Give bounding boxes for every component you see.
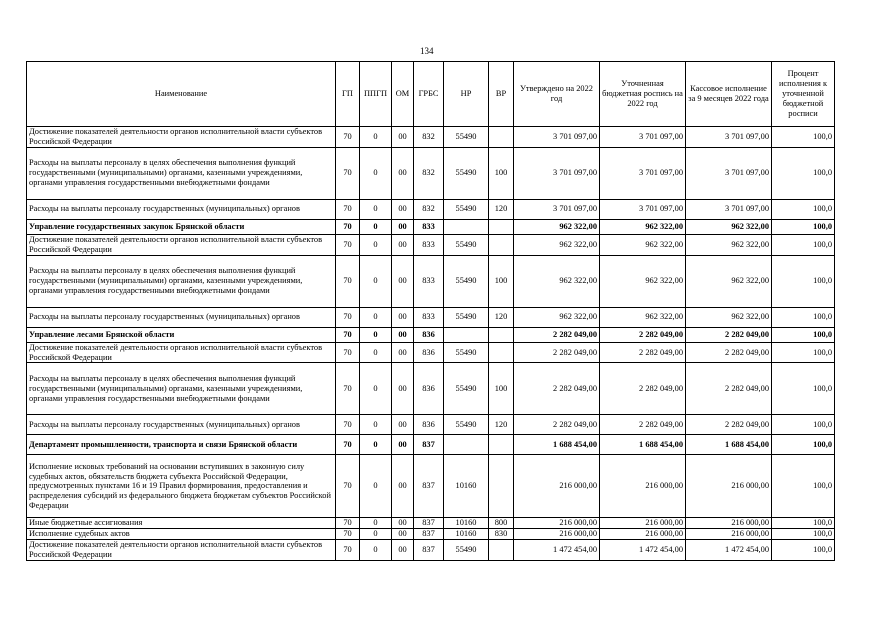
table-body xyxy=(27,127,835,561)
header-approved: Утверждено на 2022 год xyxy=(514,62,600,127)
cell-ppgp: 0 xyxy=(360,199,392,219)
cell-om: 00 xyxy=(392,435,414,455)
cell-cash: 3 701 097,00 xyxy=(686,199,772,219)
cell-gp: 70 xyxy=(336,363,360,415)
cell-cash: 962 322,00 xyxy=(686,219,772,234)
cell-om: 00 xyxy=(392,529,414,540)
cell-cash: 2 282 049,00 xyxy=(686,415,772,435)
cell-grbs: 836 xyxy=(414,342,444,363)
cell-ppgp: 0 xyxy=(360,415,392,435)
cell-cash: 2 282 049,00 xyxy=(686,363,772,415)
cell-name: Департамент промышленности, транспорта и связи Брянской области xyxy=(27,435,336,455)
cell-grbs: 832 xyxy=(414,199,444,219)
cell-om: 00 xyxy=(392,363,414,415)
cell-grbs: 833 xyxy=(414,255,444,307)
table-row xyxy=(27,435,835,455)
cell-grbs: 837 xyxy=(414,455,444,518)
cell-vr: 120 xyxy=(489,307,514,327)
cell-refined: 2 282 049,00 xyxy=(600,363,686,415)
table-row xyxy=(27,127,835,148)
header-grbs: ГРБС xyxy=(414,62,444,127)
header-om: ОМ xyxy=(392,62,414,127)
cell-refined: 962 322,00 xyxy=(600,219,686,234)
cell-np: 55490 xyxy=(444,342,489,363)
cell-gp: 70 xyxy=(336,127,360,148)
cell-percent: 100,0 xyxy=(772,342,835,363)
cell-om: 00 xyxy=(392,255,414,307)
header-cash: Кассовое исполнение за 9 месяцев 2022 года xyxy=(686,62,772,127)
cell-cash: 3 701 097,00 xyxy=(686,127,772,148)
header-gp: ГП xyxy=(336,62,360,127)
cell-om: 00 xyxy=(392,540,414,561)
cell-gp: 70 xyxy=(336,219,360,234)
cell-approved: 962 322,00 xyxy=(514,219,600,234)
cell-om: 00 xyxy=(392,307,414,327)
header-refined: Уточненная бюджетная роспись на 2022 год xyxy=(600,62,686,127)
cell-percent: 100,0 xyxy=(772,529,835,540)
table-row xyxy=(27,540,835,561)
cell-gp: 70 xyxy=(336,307,360,327)
cell-refined: 216 000,00 xyxy=(600,518,686,529)
cell-name: Иные бюджетные ассигнования xyxy=(27,518,336,529)
cell-approved: 3 701 097,00 xyxy=(514,127,600,148)
cell-approved: 216 000,00 xyxy=(514,455,600,518)
cell-gp: 70 xyxy=(336,342,360,363)
cell-name: Исполнение судебных актов xyxy=(27,529,336,540)
cell-approved: 3 701 097,00 xyxy=(514,199,600,219)
cell-gp: 70 xyxy=(336,234,360,255)
cell-vr: 120 xyxy=(489,415,514,435)
cell-grbs: 837 xyxy=(414,540,444,561)
table-header-row xyxy=(27,62,835,127)
cell-np: 55490 xyxy=(444,127,489,148)
cell-name: Достижение показателей деятельности органов исполнительной власти субъектов Российской Федерации xyxy=(27,127,336,148)
header-np: НР xyxy=(444,62,489,127)
cell-cash: 962 322,00 xyxy=(686,234,772,255)
cell-percent: 100,0 xyxy=(772,415,835,435)
cell-percent: 100,0 xyxy=(772,234,835,255)
cell-refined: 1 688 454,00 xyxy=(600,435,686,455)
header-percent: Процент исполнения к уточненной бюджетной росписи xyxy=(772,62,835,127)
cell-percent: 100,0 xyxy=(772,255,835,307)
cell-om: 00 xyxy=(392,147,414,199)
cell-ppgp: 0 xyxy=(360,540,392,561)
cell-np: 55490 xyxy=(444,255,489,307)
cell-gp: 70 xyxy=(336,435,360,455)
cell-name: Управление государственных закупок Брянской области xyxy=(27,219,336,234)
cell-approved: 962 322,00 xyxy=(514,255,600,307)
cell-vr: 100 xyxy=(489,147,514,199)
cell-vr xyxy=(489,219,514,234)
cell-grbs: 836 xyxy=(414,363,444,415)
cell-cash: 1 472 454,00 xyxy=(686,540,772,561)
cell-grbs: 833 xyxy=(414,307,444,327)
cell-cash: 2 282 049,00 xyxy=(686,327,772,342)
cell-vr xyxy=(489,455,514,518)
cell-cash: 216 000,00 xyxy=(686,529,772,540)
cell-np: 10160 xyxy=(444,529,489,540)
cell-approved: 2 282 049,00 xyxy=(514,342,600,363)
table-row xyxy=(27,234,835,255)
table-row xyxy=(27,327,835,342)
cell-ppgp: 0 xyxy=(360,518,392,529)
cell-grbs: 832 xyxy=(414,127,444,148)
cell-grbs: 833 xyxy=(414,234,444,255)
header-name: Наименование xyxy=(27,62,336,127)
table-row xyxy=(27,307,835,327)
cell-name: Расходы на выплаты персоналу в целях обеспечения выполнения функций государственными (муниципальными) органами, казенными учреждениями, органами управления государственными внебюджетными фондами xyxy=(27,363,336,415)
cell-vr xyxy=(489,327,514,342)
cell-vr: 120 xyxy=(489,199,514,219)
cell-np: 10160 xyxy=(444,518,489,529)
cell-approved: 2 282 049,00 xyxy=(514,415,600,435)
cell-ppgp: 0 xyxy=(360,529,392,540)
cell-approved: 2 282 049,00 xyxy=(514,327,600,342)
cell-refined: 3 701 097,00 xyxy=(600,147,686,199)
cell-vr: 800 xyxy=(489,518,514,529)
cell-np: 55490 xyxy=(444,234,489,255)
cell-np: 10160 xyxy=(444,455,489,518)
cell-vr xyxy=(489,127,514,148)
cell-name: Расходы на выплаты персоналу в целях обеспечения выполнения функций государственными (муниципальными) органами, казенными учреждениями, органами управления государственными внебюджетными фондами xyxy=(27,255,336,307)
cell-refined: 962 322,00 xyxy=(600,234,686,255)
cell-cash: 962 322,00 xyxy=(686,307,772,327)
cell-grbs: 836 xyxy=(414,415,444,435)
page-number: 134 xyxy=(420,46,434,56)
table-row xyxy=(27,342,835,363)
cell-vr: 830 xyxy=(489,529,514,540)
cell-ppgp: 0 xyxy=(360,219,392,234)
cell-approved: 1 472 454,00 xyxy=(514,540,600,561)
cell-vr xyxy=(489,435,514,455)
cell-gp: 70 xyxy=(336,455,360,518)
cell-approved: 216 000,00 xyxy=(514,518,600,529)
cell-vr: 100 xyxy=(489,255,514,307)
cell-gp: 70 xyxy=(336,199,360,219)
cell-om: 00 xyxy=(392,127,414,148)
cell-grbs: 836 xyxy=(414,327,444,342)
cell-percent: 100,0 xyxy=(772,540,835,561)
cell-vr xyxy=(489,342,514,363)
cell-refined: 1 472 454,00 xyxy=(600,540,686,561)
cell-percent: 100,0 xyxy=(772,363,835,415)
cell-vr: 100 xyxy=(489,363,514,415)
cell-refined: 2 282 049,00 xyxy=(600,415,686,435)
cell-refined: 962 322,00 xyxy=(600,255,686,307)
cell-name: Управление лесами Брянской области xyxy=(27,327,336,342)
cell-refined: 2 282 049,00 xyxy=(600,327,686,342)
cell-percent: 100,0 xyxy=(772,199,835,219)
cell-om: 00 xyxy=(392,327,414,342)
cell-np: 55490 xyxy=(444,540,489,561)
cell-refined: 3 701 097,00 xyxy=(600,127,686,148)
cell-np: 55490 xyxy=(444,147,489,199)
table-row xyxy=(27,363,835,415)
cell-om: 00 xyxy=(392,219,414,234)
cell-refined: 216 000,00 xyxy=(600,529,686,540)
cell-cash: 962 322,00 xyxy=(686,255,772,307)
cell-grbs: 837 xyxy=(414,518,444,529)
budget-table xyxy=(26,61,835,561)
cell-name: Достижение показателей деятельности органов исполнительной власти субъектов Российской Федерации xyxy=(27,234,336,255)
cell-om: 00 xyxy=(392,455,414,518)
header-ppgp: ППГП xyxy=(360,62,392,127)
cell-ppgp: 0 xyxy=(360,234,392,255)
cell-gp: 70 xyxy=(336,147,360,199)
table-row xyxy=(27,255,835,307)
cell-gp: 70 xyxy=(336,518,360,529)
cell-approved: 962 322,00 xyxy=(514,307,600,327)
table-row xyxy=(27,529,835,540)
cell-percent: 100,0 xyxy=(772,127,835,148)
cell-approved: 2 282 049,00 xyxy=(514,363,600,415)
cell-np: 55490 xyxy=(444,363,489,415)
table-row xyxy=(27,518,835,529)
header-vr: ВР xyxy=(489,62,514,127)
cell-ppgp: 0 xyxy=(360,342,392,363)
cell-cash: 216 000,00 xyxy=(686,518,772,529)
cell-approved: 1 688 454,00 xyxy=(514,435,600,455)
cell-name: Исполнение исковых требований на основании вступивших в законную силу судебных актов, обязательств бюджета субъекта Российской Федерации, предусмотренных пунктами 16 и 19 Правил формирования, предоставления и распределения субсидий из федерального бюджета бюджетам субъектов Российской Федерации xyxy=(27,455,336,518)
cell-gp: 70 xyxy=(336,529,360,540)
cell-np xyxy=(444,219,489,234)
cell-approved: 962 322,00 xyxy=(514,234,600,255)
cell-cash: 2 282 049,00 xyxy=(686,342,772,363)
cell-ppgp: 0 xyxy=(360,127,392,148)
cell-ppgp: 0 xyxy=(360,327,392,342)
cell-grbs: 837 xyxy=(414,435,444,455)
cell-np xyxy=(444,327,489,342)
cell-ppgp: 0 xyxy=(360,455,392,518)
cell-name: Расходы на выплаты персоналу государственных (муниципальных) органов xyxy=(27,199,336,219)
cell-percent: 100,0 xyxy=(772,147,835,199)
cell-om: 00 xyxy=(392,342,414,363)
cell-gp: 70 xyxy=(336,255,360,307)
cell-np: 55490 xyxy=(444,415,489,435)
cell-om: 00 xyxy=(392,199,414,219)
cell-ppgp: 0 xyxy=(360,435,392,455)
cell-percent: 100,0 xyxy=(772,219,835,234)
table-row xyxy=(27,415,835,435)
cell-cash: 1 688 454,00 xyxy=(686,435,772,455)
cell-om: 00 xyxy=(392,518,414,529)
cell-refined: 2 282 049,00 xyxy=(600,342,686,363)
table-row xyxy=(27,147,835,199)
cell-name: Достижение показателей деятельности органов исполнительной власти субъектов Российской Федерации xyxy=(27,342,336,363)
cell-refined: 216 000,00 xyxy=(600,455,686,518)
cell-ppgp: 0 xyxy=(360,363,392,415)
cell-om: 00 xyxy=(392,234,414,255)
cell-gp: 70 xyxy=(336,327,360,342)
cell-np: 55490 xyxy=(444,307,489,327)
cell-percent: 100,0 xyxy=(772,455,835,518)
table-row xyxy=(27,219,835,234)
cell-percent: 100,0 xyxy=(772,327,835,342)
cell-grbs: 832 xyxy=(414,147,444,199)
cell-om: 00 xyxy=(392,415,414,435)
cell-gp: 70 xyxy=(336,415,360,435)
cell-ppgp: 0 xyxy=(360,255,392,307)
cell-percent: 100,0 xyxy=(772,307,835,327)
cell-vr xyxy=(489,540,514,561)
cell-refined: 962 322,00 xyxy=(600,307,686,327)
cell-cash: 3 701 097,00 xyxy=(686,147,772,199)
cell-approved: 3 701 097,00 xyxy=(514,147,600,199)
cell-np xyxy=(444,435,489,455)
cell-name: Расходы на выплаты персоналу государственных (муниципальных) органов xyxy=(27,415,336,435)
cell-np: 55490 xyxy=(444,199,489,219)
cell-percent: 100,0 xyxy=(772,435,835,455)
cell-grbs: 837 xyxy=(414,529,444,540)
cell-name: Расходы на выплаты персоналу в целях обеспечения выполнения функций государственными (муниципальными) органами, казенными учреждениями, органами управления государственными внебюджетными фондами xyxy=(27,147,336,199)
cell-gp: 70 xyxy=(336,540,360,561)
cell-cash: 216 000,00 xyxy=(686,455,772,518)
cell-percent: 100,0 xyxy=(772,518,835,529)
cell-grbs: 833 xyxy=(414,219,444,234)
cell-approved: 216 000,00 xyxy=(514,529,600,540)
cell-ppgp: 0 xyxy=(360,307,392,327)
cell-name: Достижение показателей деятельности органов исполнительной власти субъектов Российской Федерации xyxy=(27,540,336,561)
cell-refined: 3 701 097,00 xyxy=(600,199,686,219)
cell-vr xyxy=(489,234,514,255)
cell-ppgp: 0 xyxy=(360,147,392,199)
table-row xyxy=(27,199,835,219)
cell-name: Расходы на выплаты персоналу государственных (муниципальных) органов xyxy=(27,307,336,327)
table-row xyxy=(27,455,835,518)
